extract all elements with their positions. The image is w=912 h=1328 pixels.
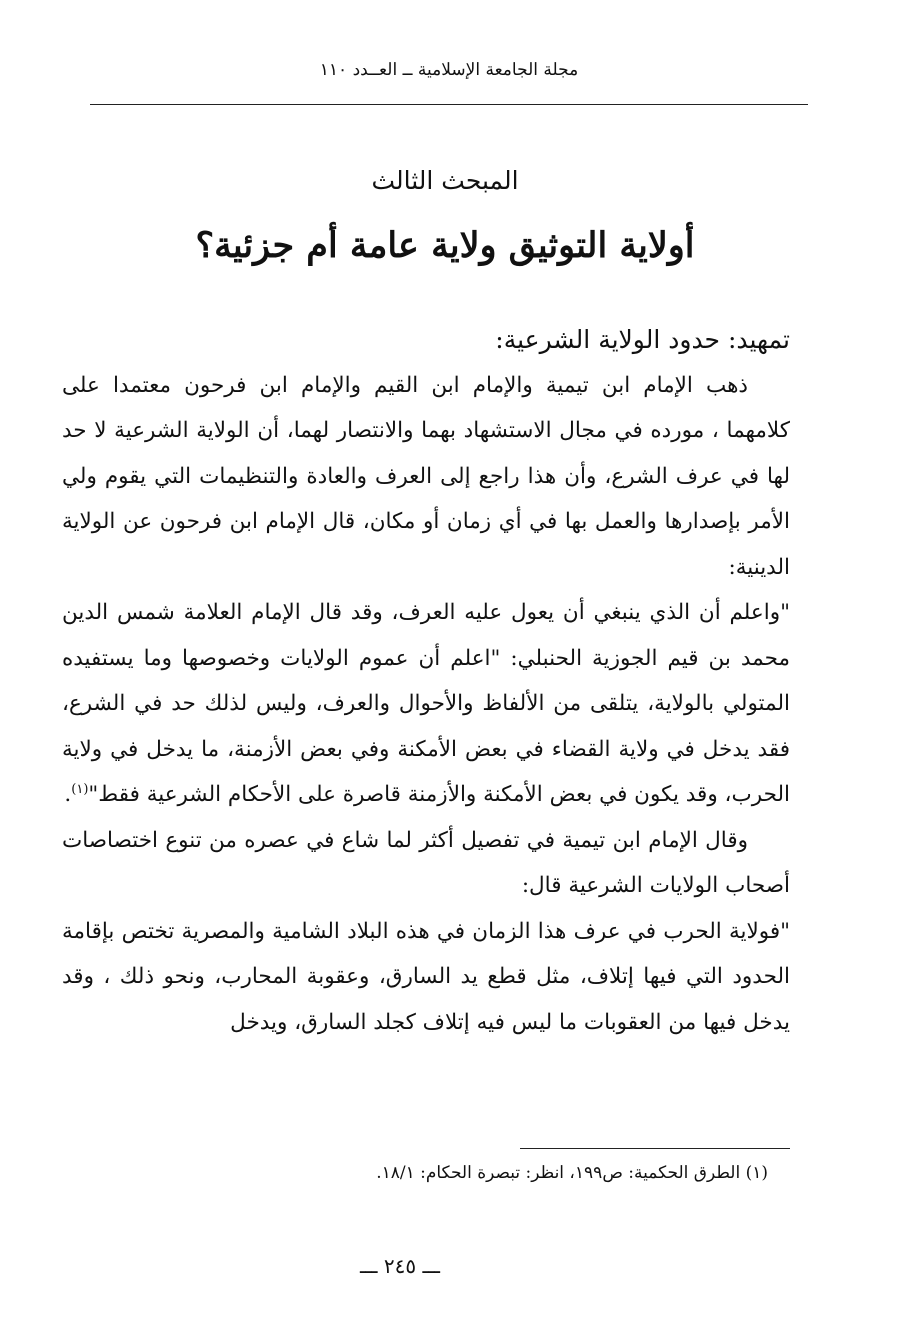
footnote-reference: (١) <box>71 781 89 797</box>
quote-ibn-farhun: "واعلم أن الذي ينبغي أن يعول عليه العرف، وقد قال الإمام العلامة شمس الدين محمد بن قيم الجوزية الحنبلي: "اعلم أن عموم الولايات وخصوصها وما يستفيده المتولي بالولاية، يتلقى من الألفاظ والأحوال والعرف، وليس لذلك حد في الشرع، فقد يدخل في ولاية القضاء في بعض الأمكنة وفي بعض الأزمنة، ما يدخل في ولاية الحرب، وقد يكون في بعض الأمكنة والأزمنة قاصرة على الأحكام الشرعية فقط"$^{(١)}$. <box>62 600 790 807</box>
quote-ibn-taymiyyah: "فولاية الحرب في عرف هذا الزمان في هذه البلاد الشامية والمصرية تختص بإقامة الحدود التي فيها إتلاف، مثل قطع يد السارق، وعقوبة المحارب، ونحو ذلك ، وقد يدخل فيها من العقوبات ما ليس فيه إتلاف كجلد السارق، ويدخل <box>62 918 790 1035</box>
section-title: أولاية التوثيق ولاية عامة أم جزئية؟ <box>195 225 695 266</box>
footnote-rule <box>520 1148 790 1149</box>
body-text <box>62 317 790 1045</box>
footnote: (١) الطرق الحكمية: ص١٩٩، انظر: تبصرة الحكام: ١٨/١. <box>376 1163 768 1183</box>
paragraph-ibn-taymiyyah: وقال الإمام ابن تيمية في تفصيل أكثر لما شاع في عصره من تنوع اختصاصات أصحاب الولايات الشرعية قال: <box>62 827 790 898</box>
page-number: ـــ ٢٤٥ ـــ <box>359 1254 441 1278</box>
paragraph-intro: ذهب الإمام ابن تيمية والإمام ابن القيم والإمام ابن فرحون معتمدا على كلامهما ، مورده في مجال الاستشهاد بهما والانتصار لهما، أن الولاية الشرعية لا حد لها في عرف الشرع، وأن هذا راجع إلى العرف والعادة والتنظيمات التي يقوم ولي الأمر بإصدارها والعمل بها في أي زمان أو مكان، قال الإمام ابن فرحون عن الولاية الدينية: <box>62 372 790 580</box>
header-rule <box>90 104 808 105</box>
quote-ibn-farhun-text: "واعلم أن الذي ينبغي أن يعول عليه العرف، وقد قال الإمام العلامة شمس الدين محمد بن قيم الجوزية الحنبلي: "اعلم أن عموم الولايات وخصوصها وما يستفيده المتولي بالولاية، يتلقى من الألفاظ والأحوال والعرف، وليس لذلك حد في الشرع، فقد يدخل في ولاية القضاء في بعض الأمكنة وفي بعض الأزمنة، ما يدخل في ولاية الحرب، وقد يكون في بعض الأمكنة والأزمنة قاصرة على الأحكام الشرعية فقط" <box>62 600 790 807</box>
section-label: المبحث الثالث <box>371 166 519 195</box>
running-header: مجلة الجامعة الإسلامية ــ العــدد ١١٠ <box>319 60 579 80</box>
subheading: تمهيد: حدود الولاية الشرعية: <box>495 325 790 354</box>
